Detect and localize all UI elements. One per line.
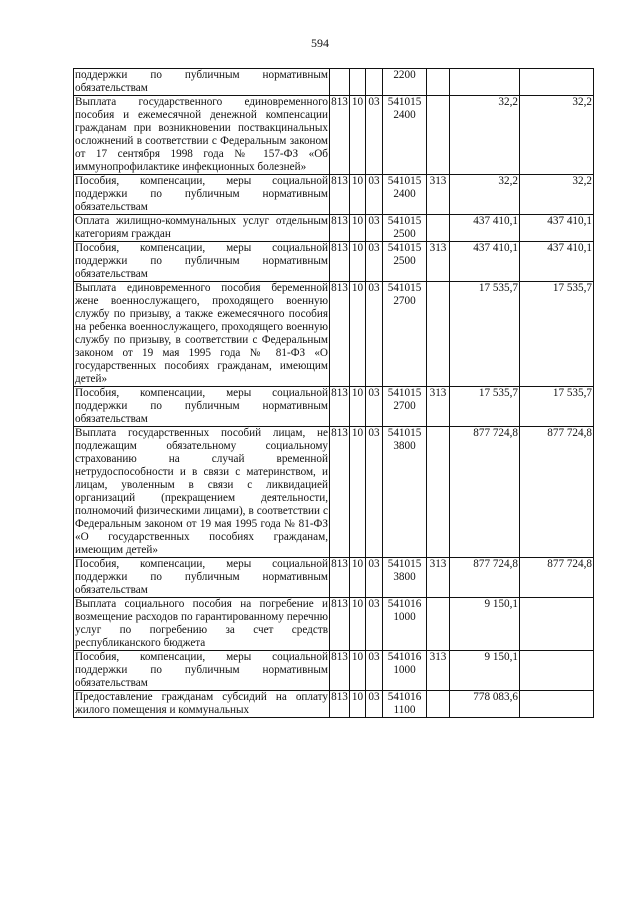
cell-amount-2: 17 535,7	[520, 282, 594, 387]
cell-subsection: 03	[366, 215, 383, 242]
cell-expense-type	[427, 215, 450, 242]
cell-amount-2: 877 724,8	[520, 427, 594, 558]
cell-amount-1: 17 535,7	[450, 387, 520, 427]
cell-ministry	[330, 69, 350, 96]
cell-description: Выплата единовременного пособия беременной жене военнослужащего, проходящего военную службу по призыву, а также ежемесячного пособия на ребенка военнослужащего, проходящего военную службу по призыву, в соответствии с Федеральным законом от 19 мая 1995 года № 81-ФЗ «О государственных пособиях гражданам, имеющим детей»	[75, 282, 328, 385]
cell-subsection: 03	[366, 427, 383, 558]
cell-amount-2	[520, 651, 594, 691]
cell-expense-type	[427, 282, 450, 387]
cell-description: Пособия, компенсации, меры социальной поддержки по публичным нормативным обязательствам	[75, 242, 328, 280]
cell-amount-1: 32,2	[450, 96, 520, 175]
cell-section: 10	[350, 691, 366, 718]
cell-amount-2: 17 535,7	[520, 387, 594, 427]
cell-ministry: 813	[330, 691, 350, 718]
cell-amount-1: 437 410,1	[450, 215, 520, 242]
cell-description: Выплата государственного единовременного пособия и ежемесячной денежной компенсации гражданам при возникновении поствакцинальных осложнений в соответствии с Федеральным законом от 17 сентября 1998 года № 157-ФЗ «Об иммунопрофилактике инфекционных болезней»	[75, 96, 328, 173]
budget-table	[73, 68, 594, 718]
cell-target-article: 541015 2400	[383, 175, 427, 215]
table-row	[74, 651, 594, 691]
cell-subsection: 03	[366, 651, 383, 691]
cell-section: 10	[350, 282, 366, 387]
table-row	[74, 242, 594, 282]
cell-description: Пособия, компенсации, меры социальной поддержки по публичным нормативным обязательствам	[75, 651, 328, 689]
cell-target-article: 541015 2700	[383, 282, 427, 387]
cell-description: Предоставление гражданам субсидий на оплату жилого помещения и коммунальных	[75, 691, 328, 716]
cell-target-article: 541016 1000	[383, 651, 427, 691]
cell-amount-2	[520, 69, 594, 96]
cell-amount-2: 32,2	[520, 175, 594, 215]
cell-expense-type	[427, 69, 450, 96]
cell-target-article: 541016 1100	[383, 691, 427, 718]
cell-description: Пособия, компенсации, меры социальной поддержки по публичным нормативным обязательствам	[75, 387, 328, 425]
cell-expense-type	[427, 691, 450, 718]
cell-amount-1: 877 724,8	[450, 558, 520, 598]
table-row	[74, 69, 594, 96]
table-row	[74, 387, 594, 427]
table-row	[74, 691, 594, 718]
page-number: 594	[311, 36, 329, 50]
cell-ministry: 813	[330, 282, 350, 387]
cell-target-article: 541015 2400	[383, 96, 427, 175]
cell-expense-type	[427, 598, 450, 651]
cell-subsection: 03	[366, 175, 383, 215]
cell-description: Выплата государственных пособий лицам, не подлежащим обязательному социальному страхованию на случай временной нетрудоспособности и в связи с материнством, и лицам, уволенным в связи с ликвидацией организаций (прекращением деятельности, полномочий физическими лицами), в соответствии с Федеральным законом от 19 мая 1995 года № 81-ФЗ «О государственных пособиях гражданам, имеющим детей»	[75, 427, 328, 556]
cell-target-article: 541015 3800	[383, 427, 427, 558]
cell-amount-2: 32,2	[520, 96, 594, 175]
cell-amount-1: 877 724,8	[450, 427, 520, 558]
table-row	[74, 598, 594, 651]
cell-section: 10	[350, 651, 366, 691]
cell-subsection: 03	[366, 282, 383, 387]
cell-amount-1	[450, 69, 520, 96]
cell-subsection: 03	[366, 387, 383, 427]
cell-ministry: 813	[330, 387, 350, 427]
cell-target-article: 541015 2700	[383, 387, 427, 427]
cell-target-article: 2200	[383, 69, 427, 96]
cell-section	[350, 69, 366, 96]
cell-target-article: 541016 1000	[383, 598, 427, 651]
cell-amount-1: 9 150,1	[450, 598, 520, 651]
cell-expense-type: 313	[427, 242, 450, 282]
cell-expense-type: 313	[427, 175, 450, 215]
cell-description: поддержки по публичным нормативным обязательствам	[75, 69, 328, 94]
cell-target-article: 541015 3800	[383, 558, 427, 598]
cell-ministry: 813	[330, 598, 350, 651]
cell-subsection: 03	[366, 242, 383, 282]
cell-section: 10	[350, 598, 366, 651]
cell-section: 10	[350, 215, 366, 242]
cell-expense-type	[427, 96, 450, 175]
cell-amount-2: 437 410,1	[520, 215, 594, 242]
cell-expense-type	[427, 427, 450, 558]
cell-amount-1: 778 083,6	[450, 691, 520, 718]
cell-target-article: 541015 2500	[383, 215, 427, 242]
cell-section: 10	[350, 242, 366, 282]
cell-section: 10	[350, 96, 366, 175]
cell-amount-1: 17 535,7	[450, 282, 520, 387]
cell-amount-2	[520, 598, 594, 651]
cell-ministry: 813	[330, 427, 350, 558]
cell-description: Выплата социального пособия на погребение и возмещение расходов по гарантированному перечню услуг по погребению за счет средств республиканского бюджета	[75, 598, 328, 649]
cell-subsection: 03	[366, 96, 383, 175]
cell-amount-1: 32,2	[450, 175, 520, 215]
table-row	[74, 558, 594, 598]
cell-expense-type: 313	[427, 558, 450, 598]
cell-amount-1: 9 150,1	[450, 651, 520, 691]
cell-section: 10	[350, 427, 366, 558]
cell-expense-type: 313	[427, 387, 450, 427]
cell-section: 10	[350, 387, 366, 427]
cell-ministry: 813	[330, 558, 350, 598]
table-body	[74, 69, 594, 718]
cell-subsection: 03	[366, 598, 383, 651]
table-row	[74, 427, 594, 558]
cell-description: Пособия, компенсации, меры социальной поддержки по публичным нормативным обязательствам	[75, 175, 328, 213]
cell-expense-type: 313	[427, 651, 450, 691]
cell-ministry: 813	[330, 175, 350, 215]
cell-description: Пособия, компенсации, меры социальной поддержки по публичным нормативным обязательствам	[75, 558, 328, 596]
cell-target-article: 541015 2500	[383, 242, 427, 282]
cell-amount-1: 437 410,1	[450, 242, 520, 282]
cell-subsection: 03	[366, 691, 383, 718]
cell-amount-2: 437 410,1	[520, 242, 594, 282]
table-row	[74, 96, 594, 175]
cell-ministry: 813	[330, 215, 350, 242]
cell-section: 10	[350, 175, 366, 215]
cell-ministry: 813	[330, 651, 350, 691]
cell-subsection: 03	[366, 558, 383, 598]
cell-description: Оплата жилищно-коммунальных услуг отдельным категориям граждан	[75, 215, 328, 240]
cell-amount-2: 877 724,8	[520, 558, 594, 598]
table-row	[74, 282, 594, 387]
cell-ministry: 813	[330, 96, 350, 175]
table-row	[74, 215, 594, 242]
cell-section: 10	[350, 558, 366, 598]
cell-ministry: 813	[330, 242, 350, 282]
table-row	[74, 175, 594, 215]
cell-amount-2	[520, 691, 594, 718]
cell-subsection	[366, 69, 383, 96]
